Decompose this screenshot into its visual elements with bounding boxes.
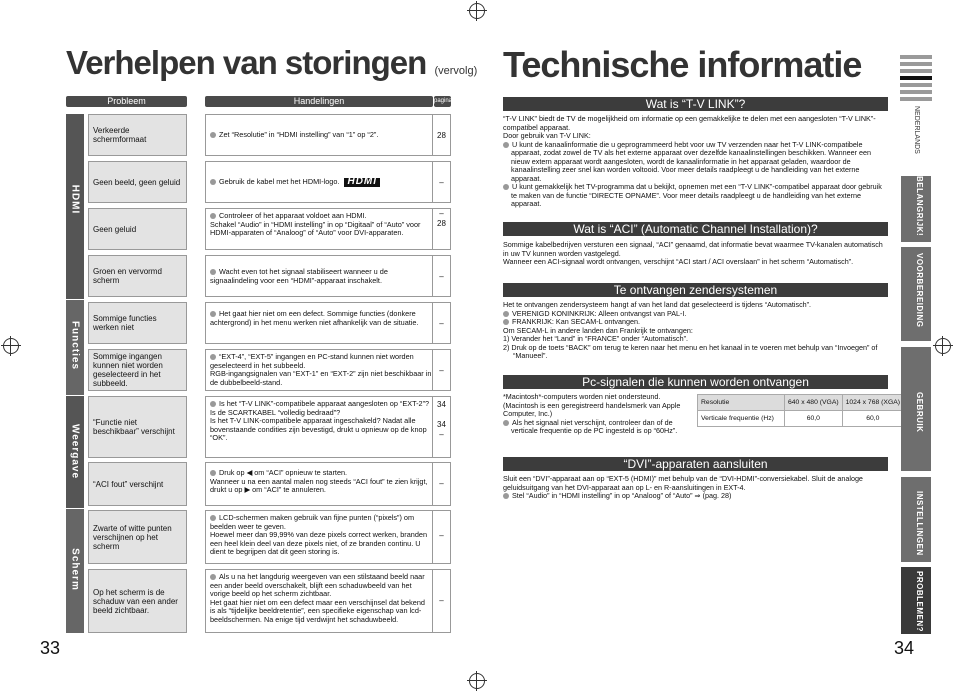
registration-mark: [935, 338, 951, 354]
text-line: 2) Druk op de toets “BACK” om terug te keren naar het menu en het kanaal in te voeren met behulp van “Invoegen” of “Manueel”.: [503, 342, 878, 360]
bullet-icon: [503, 142, 509, 148]
page-ref: –: [432, 350, 450, 390]
tab-stripe: [900, 90, 932, 94]
action-cell: [205, 302, 451, 344]
bullet-text: Stel “Audio” in “HDMI instelling” in op “Analoog” of “Auto” ⇒ (pag. 28): [512, 491, 732, 500]
bullet-icon: [210, 213, 216, 219]
text-line: *Macintosh*-computers worden niet ondersteund.: [503, 392, 661, 401]
action-line: “EXT-4”, “EXT-5” ingangen en PC-stand kunnen niet worden geselecteerd in het subbeeld. RGB-ingangsignalen van “EXT-1” en “EXT-2” zijn niet beschikbaar in de dubbelbeeld-stand.: [210, 352, 432, 387]
bullet-item: [503, 183, 888, 209]
page-ref: –: [432, 303, 450, 343]
action-cell: [205, 462, 451, 506]
text-line: Sluit een “DVI”-apparaat aan op “EXT-5 (HDMI)” met behulp van de “DVI-HDMI”-conversiekabel. Sluit de analoge geluidsuitgang van het DVI-apparaat aan op L- en R-aansluitingen in EXT-4.: [503, 474, 863, 492]
problem-cell: Groen en vervormd scherm: [88, 255, 187, 297]
group-label: Scherm: [69, 548, 81, 591]
action-cell: [205, 114, 451, 156]
group-label: Functies: [69, 320, 81, 371]
action-cell: [205, 510, 451, 564]
page-title-text: Verhelpen van storingen: [66, 44, 427, 81]
bullet-text: U kunt gemakkelijk het TV-programma dat u bekijkt, opnemen met een “T-V LINK”-compatibel apparaat door gebruik te maken van de functie “DIRECTE OPNAME”. Voor meer details raadpleegt u de handleiding van het externe apparaat.: [511, 182, 882, 208]
registration-mark: [469, 3, 485, 19]
bullet-icon: [503, 420, 509, 426]
text-line: Sommige kabelbedrijven versturen een signaal, “ACI” genaamd, dat informatie bevat waarmee TV-kanalen automatisch in uw TV kunnen worden vastgelegd.: [503, 240, 883, 258]
tab-stripe: [900, 83, 932, 87]
bullet-icon: [503, 184, 509, 190]
bullet-icon: [210, 470, 216, 476]
side-tab-label: PROBLEMEN?: [915, 571, 924, 632]
group-scherm: [66, 509, 84, 633]
bullet-text: FRANKRIJK: Kan SECAM-L ontvangen.: [512, 317, 640, 326]
side-tab-label: INSTELLINGEN: [915, 491, 924, 556]
action-line: Wacht even tot het signaal stabiliseert wanneer u de signaalindeling voor een “HDMI”-apparaat inschakelt.: [210, 267, 388, 285]
table-cell: Verticale frequentie (Hz): [698, 411, 785, 427]
action-line: Als u na het langdurig weergeven van een stilstaand beeld naar een ander beeld overschakelt, blijft een schaduwbeeld van het vorige beeld op het scherm zichtbaar. Het gaat hier niet om een defect maar een verschijnsel dat bekend is als “tijdelijke beeldretentie”, een specifieke eigenschap van lcd-beeldschermen. Na enige tijd verdwijnt het schaduwbeeld.: [210, 572, 425, 624]
side-tab-gebruik[interactable]: [901, 347, 931, 471]
action-text: [208, 469, 432, 495]
action-text: [208, 353, 432, 387]
table-cell: 60,0: [785, 411, 843, 427]
bullet-icon: [210, 401, 216, 407]
page-ref: –: [432, 463, 450, 505]
section-heading: Wat is “ACI” (Automatic Channel Installation)?: [503, 222, 888, 236]
page-ref: –: [432, 511, 450, 563]
bullet-item: [503, 141, 888, 184]
problem-cell: Zwarte of witte punten verschijnen op het scherm: [88, 510, 187, 564]
section-body: [503, 115, 888, 209]
section-heading: Pc-signalen die kunnen worden ontvangen: [503, 375, 888, 389]
action-line: Gebruik de kabel met het HDMI-logo.: [219, 177, 340, 186]
problem-cell: Op het scherm is de schaduw van een ander beeld zichtbaar.: [88, 569, 187, 633]
group-functies: [66, 300, 84, 395]
text-line: 1) Verander het “Land” in “FRANCE” onder “Automatisch”.: [503, 334, 688, 343]
side-tab-problemen[interactable]: [901, 567, 931, 634]
page-number-left: 33: [40, 638, 61, 658]
bullet-icon: [210, 132, 216, 138]
text-line: (Macintosh is een geregistreerd handelsmerk van Apple Computer, Inc.): [503, 400, 681, 418]
problem-cell: Verkeerde schermformaat: [88, 114, 187, 156]
bullet-item: [503, 492, 888, 501]
header-page: pagina: [434, 96, 451, 107]
bullet-item: [503, 419, 693, 436]
page-title-right: Technische informatie: [503, 44, 862, 85]
page-ref: –: [432, 256, 450, 296]
bullet-text: Als het signaal niet verschijnt, controleer dan of de verticale frequentie op de PC ingesteld is op “60Hz”.: [511, 417, 678, 435]
action-cell: [205, 255, 451, 297]
language-text: NEDERLANDS: [913, 106, 920, 154]
registration-mark: [3, 338, 19, 354]
section-heading: Te ontvangen zendersystemen: [503, 283, 888, 297]
group-label: HDMI: [69, 184, 81, 215]
action-text: [208, 212, 432, 238]
bullet-icon: [210, 515, 216, 521]
side-tab-label: GEBRUIK: [915, 392, 924, 433]
problem-cell: Sommige functies werken niet: [88, 302, 187, 344]
page-ref: –: [432, 570, 450, 632]
registration-mark: [469, 673, 485, 689]
action-text: [208, 514, 432, 557]
text-line: Het te ontvangen zendersysteem hangt af van het land dat geselecteerd is tijdens “Automatisch”.: [503, 300, 812, 309]
tab-stripe: [900, 55, 932, 59]
page-number-right: 34: [894, 638, 915, 658]
side-tab-instellingen[interactable]: [901, 477, 931, 562]
action-line: LCD-schermen maken gebruik van fijne punten (“pixels”) om beelden weer te geven. Hoewel meer dan 99,99% van deze pixels correct werken, branden een heel klein deel van deze pixels niet, of ze branden continu. U dient te begrijpen dat dit geen storing is.: [210, 513, 428, 557]
table-cell: 60,0: [842, 411, 903, 427]
side-tab-label: VOORBEREIDING: [915, 253, 924, 328]
page-subtitle: (vervolg): [434, 65, 478, 77]
text-line: Wanneer een ACI-signaal wordt ontvangen, verschijnt “ACI start / ACI overslaan” in het scherm “Automatisch”.: [503, 257, 854, 266]
bullet-icon: [210, 179, 216, 185]
table-cell: 640 x 480 (VGA): [785, 395, 843, 411]
bullet-icon: [210, 311, 216, 317]
action-line: Zet “Resolutie” in “HDMI instelling” van “1” op “2”.: [219, 130, 379, 139]
action-text: [208, 131, 432, 140]
bullet-icon: [503, 319, 509, 325]
action-line: Het gaat hier niet om een defect. Sommige functies (donkere achtergrond) in het menu werken niet afhankelijk van de situatie.: [210, 309, 419, 327]
text-line: Door gebruik van T-V LINK:: [503, 131, 591, 140]
group-hdmi: [66, 114, 84, 299]
tab-stripe: [900, 62, 932, 66]
bullet-icon: [503, 493, 509, 499]
side-tab-voorbereiding[interactable]: [901, 247, 931, 341]
section-heading: “DVI”-apparaten aansluiten: [503, 457, 888, 471]
action-cell: [205, 349, 451, 391]
page-ref: – 28: [432, 209, 450, 249]
side-tab-belangrijk[interactable]: [901, 176, 931, 242]
table-cell: 1024 x 768 (XGA): [842, 395, 903, 411]
action-line: Is het “T-V LINK”-compatibele apparaat aangesloten op “EXT-2”? Is de SCARTKABEL “volledig bedraad”? Is het T-V LINK-compatibele apparaat ingeschakeld? Nadat alle bovenstaande condities zijn bevestigd, drukt u opnieuw op de knop “OK”.: [210, 399, 430, 443]
text-line: “T-V LINK” biedt de TV de mogelijkheid om informatie op een gemakkelijke te delen met een aangesloten “T-V LINK”-compatibel apparaat.: [503, 114, 876, 132]
page-ref: –: [432, 162, 450, 202]
problem-cell: “Functie niet beschikbaar” verschijnt: [88, 396, 187, 458]
section-body: [503, 393, 693, 436]
table-row: [698, 395, 904, 411]
hdmi-logo: HDMI: [344, 178, 380, 187]
section-body: [503, 475, 888, 501]
side-tab-label: BELANGRIJK!: [915, 176, 924, 237]
action-cell: [205, 569, 451, 633]
action-text: [208, 268, 432, 285]
table-cell: Resolutie: [698, 395, 785, 411]
bullet-text: VERENIGD KONINKRIJK: Alleen ontvangst van PAL-I.: [512, 308, 687, 318]
section-body: [503, 301, 888, 361]
bullet-icon: [210, 269, 216, 275]
section-heading: Wat is “T-V LINK”?: [503, 97, 888, 111]
problem-cell: “ACI fout” verschijnt: [88, 462, 187, 506]
action-text: [208, 178, 432, 187]
header-problem: Probleem: [66, 96, 187, 107]
action-cell: [205, 208, 451, 250]
table-row: [698, 411, 904, 427]
action-cell: [205, 161, 451, 203]
problem-cell: Sommige ingangen kunnen niet worden geselecteerd in het subbeeld.: [88, 349, 187, 391]
section-body: [503, 241, 888, 267]
page-ref: 28: [432, 115, 450, 155]
problem-cell: Geen geluid: [88, 208, 187, 250]
text-line: Om SECAM-L in andere landen dan Frankrijk te ontvangen:: [503, 325, 693, 335]
action-line: Controleer of het apparaat voldoet aan HDMI. Schakel “Audio” in “HDMI instelling” in op “Digitaal” of “Auto” voor HDMI-apparaten of “Analoog” of “Auto” voor DVI-apparaten.: [210, 211, 421, 238]
bullet-icon: [503, 311, 509, 317]
problem-cell: Geen beeld, geen geluid: [88, 161, 187, 203]
action-text: [208, 400, 432, 443]
side-language-label: [902, 106, 930, 170]
bullet-icon: [210, 574, 216, 580]
tab-stripe: [900, 69, 932, 73]
action-text: [208, 573, 432, 625]
bullet-icon: [210, 354, 216, 360]
tab-stripe: [900, 97, 932, 101]
page-title: [66, 44, 477, 82]
header-actions: Handelingen: [205, 96, 433, 107]
bullet-text: U kunt de kanaalinformatie die u geprogrammeerd hebt voor uw TV verzenden naar het T-V LINK-compatibele apparaat, zodat zowel de TV als het externe apparaat over dezelfde kanaalinstellingen beschikken. Wanneer een nieuw extern apparaat wordt aangesloten, wordt de kanaalinformatie in het apparaat geladen, waardoor de kanaalinstelling zeer snel kan worden voltooid. Voor meer details raadpleegt u de handleiding van het externe apparaat.: [511, 139, 872, 183]
resolution-table: [697, 394, 904, 427]
tab-stripe: [900, 76, 932, 80]
action-cell: [205, 396, 451, 458]
page-ref: 34 34 –: [432, 397, 450, 457]
group-label: Weergave: [69, 423, 81, 480]
group-weergave: [66, 396, 84, 508]
action-text: [208, 310, 432, 327]
action-line: Druk op ◀ om “ACI” opnieuw te starten. Wanneer u na een aantal malen nog steeds “ACI fout” te zien krijgt, drukt u op ▶ om “ACI” te annuleren.: [210, 468, 428, 495]
